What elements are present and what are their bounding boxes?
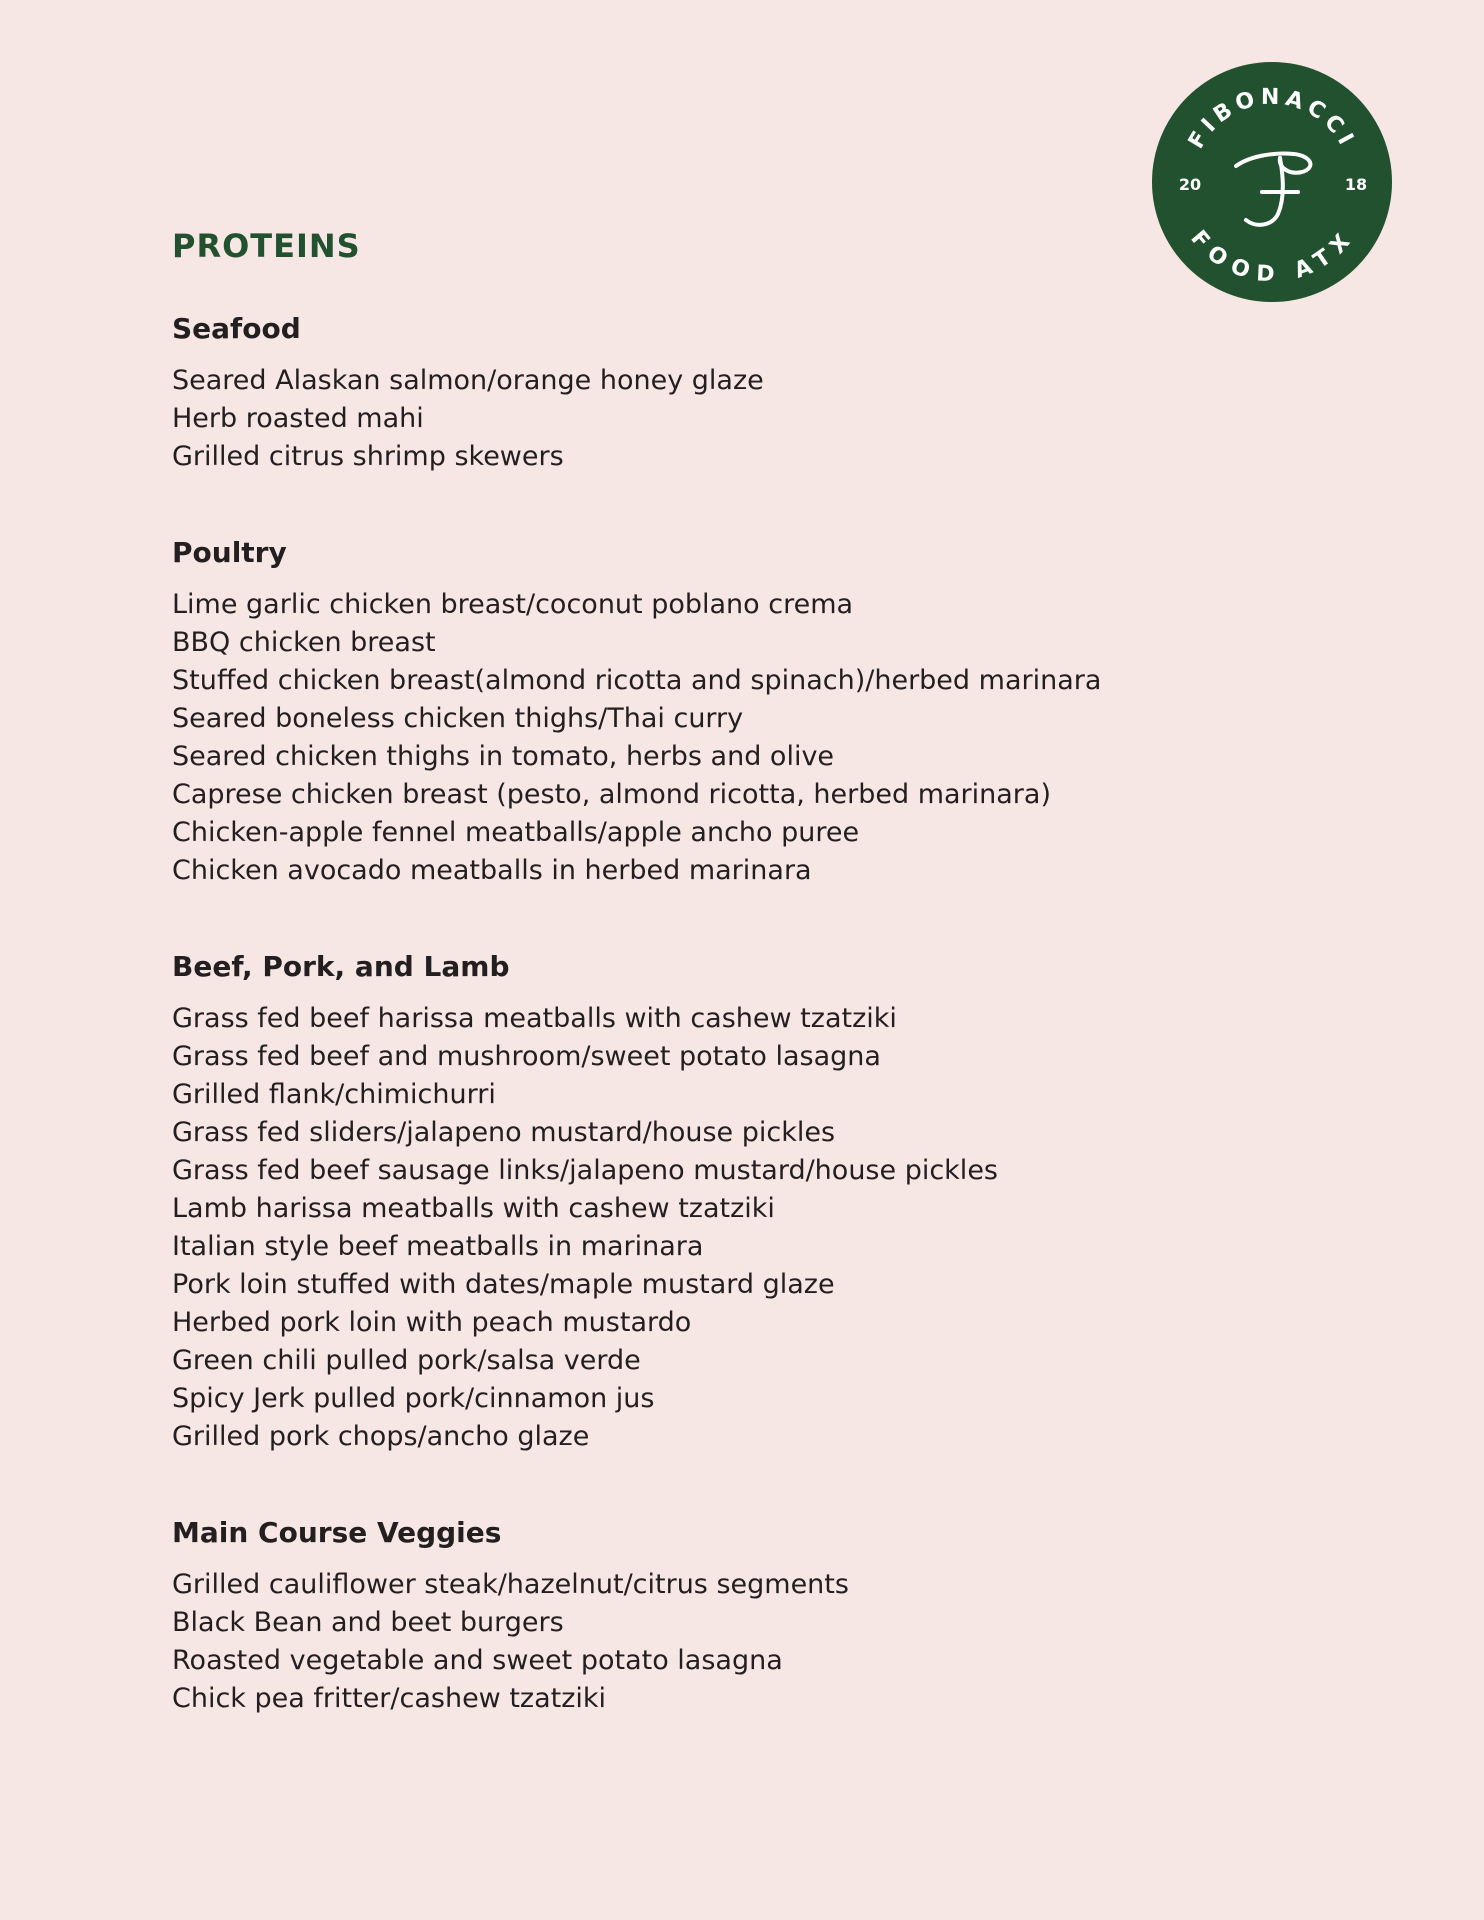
- section-heading: Seafood: [172, 312, 301, 345]
- page-title: PROTEINS: [172, 227, 361, 265]
- list-item: Chicken-apple fennel meatballs/apple ancho puree: [172, 817, 860, 848]
- list-item: Lamb harissa meatballs with cashew tzatziki: [172, 1193, 775, 1224]
- item-list: [172, 586, 1292, 890]
- section-poultry: [172, 534, 1292, 890]
- logo-left-number: 20: [1178, 175, 1202, 194]
- list-item: Grass fed sliders/jalapeno mustard/house pickles: [172, 1117, 836, 1148]
- list-item: Lime garlic chicken breast/coconut poblano crema: [172, 589, 854, 620]
- list-item: Seared chicken thighs in tomato, herbs and olive: [172, 741, 835, 772]
- item-list: [172, 1000, 1292, 1456]
- list-item: Herb roasted mahi: [172, 403, 424, 434]
- section-heading: Beef, Pork, and Lamb: [172, 950, 510, 983]
- list-item: Spicy Jerk pulled pork/cinnamon jus: [172, 1383, 655, 1414]
- list-item: Seared boneless chicken thighs/Thai curry: [172, 703, 744, 734]
- section-main-course-veggies: [172, 1514, 1292, 1718]
- list-item: BBQ chicken breast: [172, 627, 436, 658]
- section-heading: Main Course Veggies: [172, 1516, 502, 1549]
- list-item: Chicken avocado meatballs in herbed marinara: [172, 855, 812, 886]
- section-seafood: [172, 310, 1292, 476]
- list-item: Stuffed chicken breast(almond ricotta and spinach)/herbed marinara: [172, 665, 1102, 696]
- list-item: Caprese chicken breast (pesto, almond ricotta, herbed marinara): [172, 779, 1051, 810]
- section-beef-pork-lamb: [172, 948, 1292, 1456]
- section-heading: Poultry: [172, 536, 287, 569]
- logo-top-text: FIBONACCI: [1183, 84, 1361, 154]
- list-item: Grass fed beef and mushroom/sweet potato lasagna: [172, 1041, 881, 1072]
- list-item: Grilled pork chops/ancho glaze: [172, 1421, 590, 1452]
- list-item: Black Bean and beet burgers: [172, 1607, 564, 1638]
- item-list: [172, 1566, 1292, 1718]
- list-item: Herbed pork loin with peach mustardo: [172, 1307, 692, 1338]
- list-item: Grilled cauliflower steak/hazelnut/citrus segments: [172, 1569, 849, 1600]
- list-item: Seared Alaskan salmon/orange honey glaze: [172, 365, 764, 396]
- logo-bottom-text: FOOD ATX: [1185, 226, 1359, 288]
- list-item: Italian style beef meatballs in marinara: [172, 1231, 704, 1262]
- list-item: Pork loin stuffed with dates/maple mustard glaze: [172, 1269, 835, 1300]
- list-item: Grass fed beef sausage links/jalapeno mustard/house pickles: [172, 1155, 998, 1186]
- list-item: Grass fed beef harissa meatballs with cashew tzatziki: [172, 1003, 897, 1034]
- menu-content: [172, 224, 1292, 1776]
- list-item: Chick pea fritter/cashew tzatziki: [172, 1683, 607, 1714]
- logo-right-number: 18: [1344, 175, 1368, 194]
- list-item: Grilled citrus shrimp skewers: [172, 441, 564, 472]
- list-item: Grilled flank/chimichurri: [172, 1079, 496, 1110]
- list-item: Green chili pulled pork/salsa verde: [172, 1345, 641, 1376]
- list-item: Roasted vegetable and sweet potato lasagna: [172, 1645, 783, 1676]
- item-list: [172, 362, 1292, 476]
